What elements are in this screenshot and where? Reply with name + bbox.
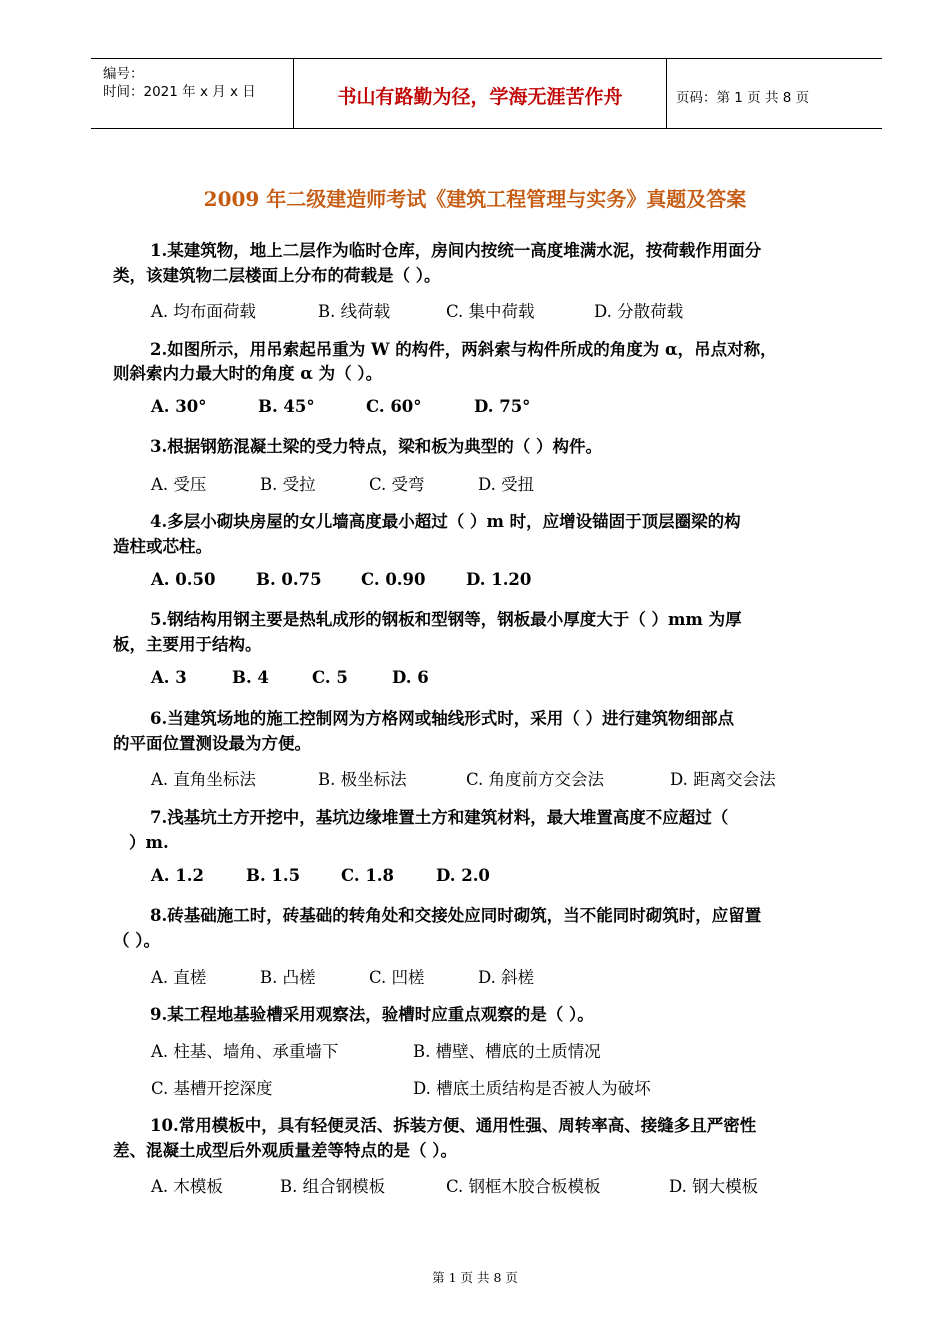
q8-option-d: D. 斜槎 bbox=[478, 968, 535, 987]
q3-option-c: C. 受弯 bbox=[369, 475, 425, 494]
q2-option-b: B. 45° bbox=[258, 397, 315, 416]
q9-option-b: B. 槽壁、槽底的土质情况 bbox=[413, 1042, 601, 1061]
document-title: 2009 年二级建造师考试《建筑工程管理与实务》真题及答案 bbox=[203, 187, 747, 211]
page-info: 页码：第 1 页 共 8 页 bbox=[676, 90, 810, 106]
q3-option-a: A. 受压 bbox=[151, 475, 207, 494]
q5-option-d: D. 6 bbox=[392, 668, 429, 687]
q6-option-b: B. 极坐标法 bbox=[318, 770, 407, 789]
page-header bbox=[91, 58, 882, 129]
question-3-line-1: 3.根据钢筋混凝土梁的受力特点，梁和板为典型的（ ）构件。 bbox=[150, 437, 602, 456]
q9-option-d: D. 槽底土质结构是否被人为破坏 bbox=[413, 1079, 651, 1098]
q5-option-c: C. 5 bbox=[312, 668, 348, 687]
q10-option-b: B. 组合钢模板 bbox=[280, 1177, 386, 1196]
question-9-line-1: 9.某工程地基验槽采用观察法，验槽时应重点观察的是（ ）。 bbox=[150, 1005, 594, 1024]
q10-option-a: A. 木模板 bbox=[151, 1177, 223, 1196]
q7-option-c: C. 1.8 bbox=[341, 866, 395, 885]
q7-option-b: B. 1.5 bbox=[246, 866, 301, 885]
question-10-line-1: 10.常用模板中，具有轻便灵活、拆装方便、通用性强、周转率高、接缝多且严密性 bbox=[150, 1116, 757, 1135]
q1-option-a: A. 均布面荷载 bbox=[151, 302, 256, 321]
q2-option-c: C. 60° bbox=[366, 397, 422, 416]
question-4-line-1: 4.多层小砌块房屋的女儿墙高度最小超过（ ）m 时，应增设锚固于顶层圈梁的构 bbox=[150, 512, 741, 531]
q1-option-d: D. 分散荷载 bbox=[594, 302, 684, 321]
question-4-line-2: 造柱或芯柱。 bbox=[113, 537, 212, 556]
question-8-line-1: 8.砖基础施工时，砖基础的转角处和交接处应同时砌筑，当不能同时砌筑时，应留置 bbox=[150, 906, 762, 925]
question-2-line-1: 2.如图所示，用吊索起吊重为 W 的构件，两斜索与构件所成的角度为 α，吊点对称， bbox=[150, 340, 777, 359]
q6-option-a: A. 直角坐标法 bbox=[151, 770, 256, 789]
question-1-line-1: 1.某建筑物，地上二层作为临时仓库，房间内按统一高度堆满水泥，按荷载作用面分 bbox=[150, 241, 762, 260]
q4-option-d: D. 1.20 bbox=[466, 570, 532, 589]
q8-option-b: B. 凸槎 bbox=[260, 968, 316, 987]
q4-option-b: B. 0.75 bbox=[256, 570, 322, 589]
q4-option-c: C. 0.90 bbox=[361, 570, 426, 589]
time-label: 时间：2021 年 x 月 x 日 bbox=[103, 84, 256, 100]
question-8-line-2: （ ）。 bbox=[113, 931, 160, 950]
q10-option-d: D. 钢大模板 bbox=[669, 1177, 759, 1196]
q7-option-d: D. 2.0 bbox=[436, 866, 490, 885]
header-right-cell bbox=[666, 59, 882, 128]
q6-option-c: C. 角度前方交会法 bbox=[466, 770, 605, 789]
q3-option-b: B. 受拉 bbox=[260, 475, 316, 494]
motto: 书山有路勤为径，学海无涯苦作舟 bbox=[337, 86, 623, 108]
question-2-line-2: 则斜索内力最大时的角度 α 为（ ）。 bbox=[113, 364, 383, 383]
question-5-line-2: 板，主要用于结构。 bbox=[113, 635, 262, 654]
q9-option-a: A. 柱基、墙角、承重墙下 bbox=[151, 1042, 339, 1061]
q1-option-c: C. 集中荷载 bbox=[446, 302, 535, 321]
header-motto-cell bbox=[293, 59, 667, 128]
question-7-line-2: ）m. bbox=[129, 833, 169, 852]
question-7-line-1: 7.浅基坑土方开挖中，基坑边缘堆置土方和建筑材料，最大堆置高度不应超过（ bbox=[150, 808, 729, 827]
q2-option-d: D. 75° bbox=[474, 397, 531, 416]
header-left-cell bbox=[91, 59, 293, 128]
question-1-line-2: 类，该建筑物二层楼面上分布的荷载是（ ）。 bbox=[113, 266, 441, 285]
q5-option-a: A. 3 bbox=[151, 668, 187, 687]
question-6-line-1: 6.当建筑场地的施工控制网为方格网或轴线形式时，采用（ ）进行建筑物细部点 bbox=[150, 709, 734, 728]
q4-option-a: A. 0.50 bbox=[151, 570, 216, 589]
q3-option-d: D. 受扭 bbox=[478, 475, 535, 494]
q8-option-c: C. 凹槎 bbox=[369, 968, 425, 987]
q9-option-c: C. 基槽开挖深度 bbox=[151, 1079, 273, 1098]
q2-option-a: A. 30° bbox=[151, 397, 207, 416]
code-label: 编号： bbox=[103, 66, 144, 82]
question-6-line-2: 的平面位置测设最为方便。 bbox=[113, 734, 311, 753]
page-footer: 第 1 页 共 8 页 bbox=[432, 1270, 518, 1285]
q7-option-a: A. 1.2 bbox=[151, 866, 204, 885]
q5-option-b: B. 4 bbox=[232, 668, 269, 687]
q6-option-d: D. 距离交会法 bbox=[670, 770, 776, 789]
question-5-line-1: 5.钢结构用钢主要是热轧成形的钢板和型钢等，钢板最小厚度大于（ ）mm 为厚 bbox=[150, 610, 742, 629]
q10-option-c: C. 钢框木胶合板模板 bbox=[446, 1177, 601, 1196]
q8-option-a: A. 直槎 bbox=[151, 968, 207, 987]
q1-option-b: B. 线荷载 bbox=[318, 302, 391, 321]
question-10-line-2: 差、混凝土成型后外观质量差等特点的是（ ）。 bbox=[113, 1141, 457, 1160]
